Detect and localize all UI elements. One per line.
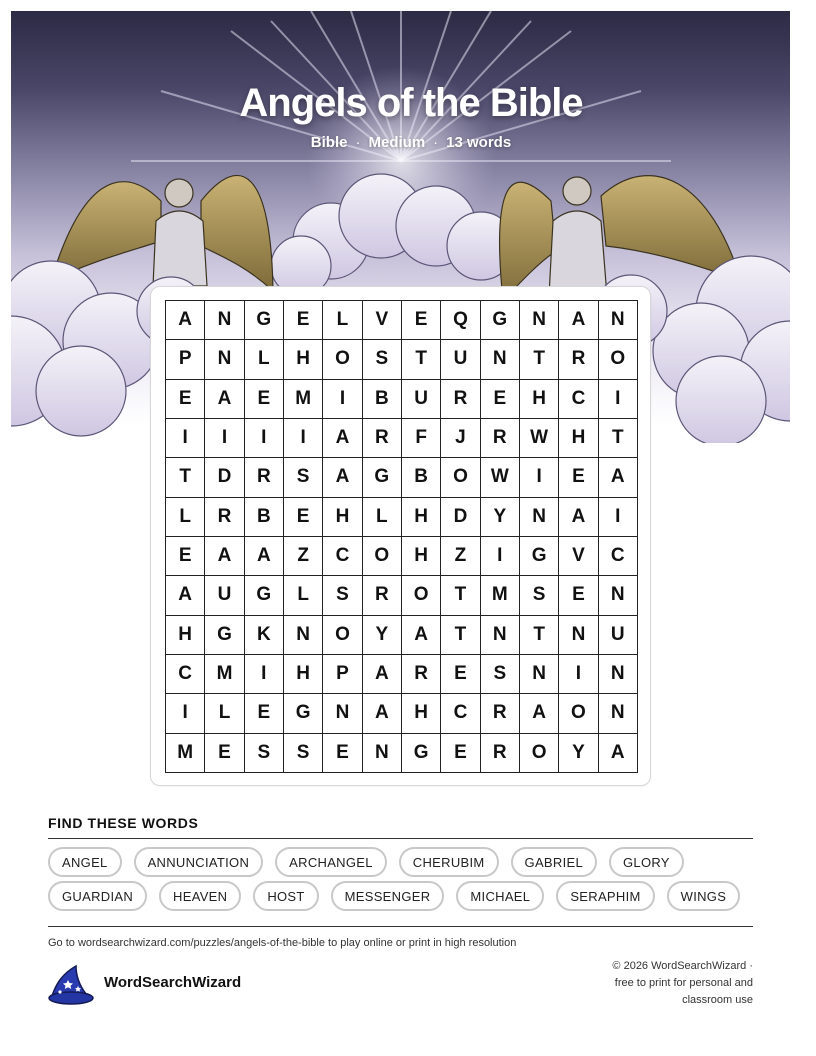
grid-cell[interactable]: N	[599, 655, 638, 694]
grid-cell[interactable]: O	[323, 340, 362, 379]
grid-cell[interactable]: U	[441, 340, 480, 379]
grid-cell[interactable]: E	[166, 537, 205, 576]
wizard-hat-icon	[46, 962, 94, 1006]
grid-cell[interactable]: B	[363, 380, 402, 419]
grid-cell[interactable]: Q	[441, 301, 480, 340]
grid-cell[interactable]: A	[363, 694, 402, 733]
grid-cell[interactable]: S	[245, 734, 284, 773]
grid-cell[interactable]: R	[559, 340, 598, 379]
grid-cell[interactable]: R	[481, 694, 520, 733]
grid-cell[interactable]: H	[284, 340, 323, 379]
grid-cell[interactable]: M	[166, 734, 205, 773]
word-chip: HOST	[253, 881, 318, 911]
grid-cell[interactable]: L	[205, 694, 244, 733]
grid-cell[interactable]: B	[402, 458, 441, 497]
difficulty-label: Medium	[368, 134, 426, 151]
grid-cell[interactable]: G	[481, 301, 520, 340]
word-chip: CHERUBIM	[399, 847, 499, 877]
grid-cell[interactable]: N	[599, 301, 638, 340]
grid-cell[interactable]: I	[205, 419, 244, 458]
grid-cell[interactable]: H	[520, 380, 559, 419]
grid-cell[interactable]: A	[166, 576, 205, 615]
grid-cell[interactable]: T	[520, 340, 559, 379]
grid-cell[interactable]: T	[599, 419, 638, 458]
grid-cell[interactable]: Z	[441, 537, 480, 576]
grid-cell[interactable]: E	[559, 458, 598, 497]
grid-cell[interactable]: S	[363, 340, 402, 379]
grid-cell[interactable]: N	[599, 576, 638, 615]
grid-cell[interactable]: A	[245, 537, 284, 576]
grid-cell[interactable]: R	[363, 419, 402, 458]
grid-cell[interactable]: I	[559, 655, 598, 694]
word-chip: WINGS	[667, 881, 741, 911]
grid-cell[interactable]: V	[363, 301, 402, 340]
word-chip: HEAVEN	[159, 881, 241, 911]
grid-cell[interactable]: R	[245, 458, 284, 497]
grid-cell[interactable]: R	[363, 576, 402, 615]
grid-cell[interactable]: A	[520, 694, 559, 733]
word-chip: GABRIEL	[511, 847, 597, 877]
grid-cell[interactable]: C	[166, 655, 205, 694]
grid-cell[interactable]: O	[559, 694, 598, 733]
brand-name: WordSearchWizard	[104, 974, 242, 991]
grid-cell[interactable]: I	[245, 419, 284, 458]
word-chip: MESSENGER	[331, 881, 445, 911]
puzzle-meta	[11, 134, 790, 151]
grid-cell[interactable]: H	[402, 498, 441, 537]
grid-cell[interactable]: L	[323, 301, 362, 340]
grid-cell[interactable]: N	[520, 301, 559, 340]
grid-cell[interactable]: A	[559, 301, 598, 340]
grid-cell[interactable]: Y	[559, 734, 598, 773]
grid-cell[interactable]: E	[323, 734, 362, 773]
grid-cell[interactable]: Z	[284, 537, 323, 576]
grid-cell[interactable]: E	[245, 380, 284, 419]
grid-cell[interactable]: R	[441, 380, 480, 419]
grid-cell[interactable]: F	[402, 419, 441, 458]
grid-cell[interactable]: J	[441, 419, 480, 458]
grid-cell[interactable]: A	[323, 458, 362, 497]
grid-cell[interactable]: O	[402, 576, 441, 615]
grid-cell[interactable]: S	[520, 576, 559, 615]
grid-cell[interactable]: W	[481, 458, 520, 497]
grid-cell[interactable]: N	[559, 616, 598, 655]
grid-cell[interactable]: N	[205, 340, 244, 379]
word-chip: MICHAEL	[456, 881, 544, 911]
grid-cell[interactable]: E	[402, 301, 441, 340]
grid-cell[interactable]: I	[599, 380, 638, 419]
grid-cell[interactable]: A	[599, 458, 638, 497]
grid-cell[interactable]: O	[441, 458, 480, 497]
category-label: Bible	[310, 134, 348, 151]
grid-cell[interactable]: E	[481, 380, 520, 419]
grid-cell[interactable]: L	[166, 498, 205, 537]
grid-cell[interactable]: E	[284, 498, 323, 537]
word-list-heading: FIND THESE WORDS	[48, 815, 199, 831]
grid-cell[interactable]: G	[402, 734, 441, 773]
grid-cell[interactable]: R	[205, 498, 244, 537]
grid-cell[interactable]: S	[284, 734, 323, 773]
grid-cell[interactable]: A	[402, 616, 441, 655]
grid-cell[interactable]: G	[284, 694, 323, 733]
grid-cell[interactable]: D	[205, 458, 244, 497]
grid-cell[interactable]: L	[245, 340, 284, 379]
grid-cell[interactable]: N	[363, 734, 402, 773]
word-count-label: 13 words	[446, 134, 512, 151]
grid-cell[interactable]: Y	[363, 616, 402, 655]
grid-cell[interactable]: N	[205, 301, 244, 340]
grid-cell[interactable]: A	[205, 380, 244, 419]
grid-cell[interactable]: O	[599, 340, 638, 379]
grid-cell[interactable]: P	[166, 340, 205, 379]
grid-cell[interactable]: H	[284, 655, 323, 694]
grid-cell[interactable]: H	[402, 694, 441, 733]
word-chip: ANGEL	[48, 847, 122, 877]
grid-cell[interactable]: N	[284, 616, 323, 655]
grid-cell[interactable]: E	[245, 694, 284, 733]
grid-cell[interactable]: U	[402, 380, 441, 419]
grid-cell[interactable]: A	[323, 419, 362, 458]
grid-cell[interactable]: O	[323, 616, 362, 655]
grid-cell[interactable]: E	[205, 734, 244, 773]
grid-cell[interactable]: G	[363, 458, 402, 497]
play-online-note: Go to wordsearchwizard.com/puzzles/angels-of-the-bible to play online or print in high resolution	[48, 937, 517, 949]
grid-cell[interactable]: T	[402, 340, 441, 379]
grid-cell[interactable]: C	[441, 694, 480, 733]
grid-cell[interactable]: C	[559, 380, 598, 419]
word-chip: SERAPHIM	[556, 881, 654, 911]
grid-cell[interactable]: H	[323, 498, 362, 537]
grid-cell[interactable]: E	[441, 655, 480, 694]
grid-cell[interactable]: D	[441, 498, 480, 537]
grid-cell[interactable]: H	[166, 616, 205, 655]
grid-cell[interactable]: A	[363, 655, 402, 694]
grid-cell[interactable]: N	[520, 498, 559, 537]
word-chip: GLORY	[609, 847, 684, 877]
grid-cell[interactable]: S	[323, 576, 362, 615]
grid-cell[interactable]: S	[284, 458, 323, 497]
grid-cell[interactable]: E	[559, 576, 598, 615]
grid-cell[interactable]: S	[481, 655, 520, 694]
puzzle-card	[150, 286, 651, 786]
grid-cell[interactable]: I	[323, 380, 362, 419]
grid-cell[interactable]: N	[520, 655, 559, 694]
grid-cell[interactable]: A	[166, 301, 205, 340]
grid-cell[interactable]: O	[520, 734, 559, 773]
grid-cell[interactable]: T	[520, 616, 559, 655]
grid-cell[interactable]: R	[402, 655, 441, 694]
word-chip: ANNUNCIATION	[134, 847, 264, 877]
grid-cell[interactable]: G	[520, 537, 559, 576]
grid-cell[interactable]: G	[245, 576, 284, 615]
grid-cell[interactable]: M	[284, 380, 323, 419]
grid-cell[interactable]: N	[481, 340, 520, 379]
grid-cell[interactable]: H	[559, 419, 598, 458]
page-title: Angels of the Bible	[239, 81, 583, 125]
grid-cell[interactable]: H	[402, 537, 441, 576]
word-chip: ARCHANGEL	[275, 847, 387, 877]
grid-cell[interactable]: A	[205, 537, 244, 576]
grid-cell[interactable]: E	[441, 734, 480, 773]
copyright-line: © 2026 WordSearchWizard ·	[612, 960, 753, 972]
grid-cell[interactable]: G	[245, 301, 284, 340]
separator: ·	[355, 134, 361, 151]
grid-cell[interactable]: L	[284, 576, 323, 615]
grid-cell[interactable]: T	[166, 458, 205, 497]
grid-cell[interactable]: E	[284, 301, 323, 340]
grid-cell[interactable]: C	[323, 537, 362, 576]
grid-cell[interactable]: T	[441, 616, 480, 655]
grid-cell[interactable]: I	[166, 419, 205, 458]
grid-cell[interactable]: U	[205, 576, 244, 615]
grid-cell[interactable]: C	[599, 537, 638, 576]
grid-cell[interactable]: T	[441, 576, 480, 615]
grid-cell[interactable]: B	[245, 498, 284, 537]
grid-cell[interactable]: R	[481, 734, 520, 773]
word-chip: GUARDIAN	[48, 881, 147, 911]
grid-cell[interactable]: A	[559, 498, 598, 537]
divider	[48, 926, 753, 927]
grid-cell[interactable]: G	[205, 616, 244, 655]
grid-cell[interactable]: U	[599, 616, 638, 655]
grid-cell[interactable]: O	[363, 537, 402, 576]
grid-cell[interactable]: N	[481, 616, 520, 655]
copyright-note	[563, 958, 753, 1009]
copyright-line: classroom use	[682, 994, 753, 1006]
grid-cell[interactable]: I	[166, 694, 205, 733]
grid-cell[interactable]: K	[245, 616, 284, 655]
grid-cell[interactable]: V	[559, 537, 598, 576]
grid-cell[interactable]: P	[323, 655, 362, 694]
grid-cell[interactable]: M	[205, 655, 244, 694]
grid-cell[interactable]: I	[599, 498, 638, 537]
grid-cell[interactable]: I	[481, 537, 520, 576]
letter-grid	[165, 300, 638, 773]
grid-cell[interactable]: A	[599, 734, 638, 773]
grid-cell[interactable]: I	[284, 419, 323, 458]
separator: ·	[433, 134, 439, 151]
grid-cell[interactable]: L	[363, 498, 402, 537]
word-list	[48, 847, 753, 911]
grid-cell[interactable]: N	[323, 694, 362, 733]
grid-cell[interactable]: I	[520, 458, 559, 497]
grid-cell[interactable]: R	[481, 419, 520, 458]
grid-cell[interactable]: Y	[481, 498, 520, 537]
copyright-line: free to print for personal and	[614, 977, 753, 989]
grid-cell[interactable]: I	[245, 655, 284, 694]
grid-cell[interactable]: M	[481, 576, 520, 615]
divider	[48, 838, 753, 839]
grid-cell[interactable]: W	[520, 419, 559, 458]
grid-cell[interactable]: E	[166, 380, 205, 419]
grid-cell[interactable]: N	[599, 694, 638, 733]
